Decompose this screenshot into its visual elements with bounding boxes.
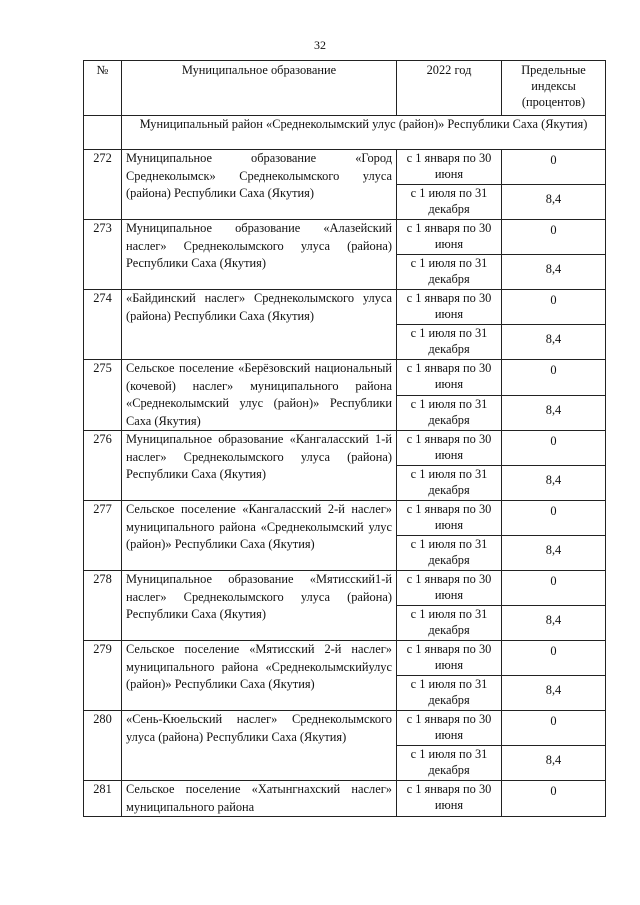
municipality-name: Муниципальное образование «Алазейский наслег» Среднеколымского улуса (района) Республики Саха (Якутия): [122, 220, 397, 290]
period-first-half: с 1 января по 30 июня: [397, 150, 502, 185]
period-second-half: с 1 июля по 31 декабря: [397, 606, 502, 641]
index-first-half: 0: [502, 290, 606, 325]
period-first-half: с 1 января по 30 июня: [397, 641, 502, 676]
table-header-row: [84, 61, 606, 116]
period-second-half: с 1 июля по 31 декабря: [397, 185, 502, 220]
row-number: 279: [84, 641, 122, 711]
municipality-name: «Байдинский наслег» Среднеколымского улуса (района) Республики Саха (Якутия): [122, 290, 397, 360]
index-first-half: 0: [502, 781, 606, 817]
table-row: [84, 711, 606, 746]
table-row: [84, 150, 606, 185]
municipality-name: Сельское поселение «Хатынгнахский наслег» муниципального района: [122, 781, 397, 817]
header-year: 2022 год: [397, 61, 502, 116]
tariff-index-table: [83, 60, 606, 817]
period-second-half: с 1 июля по 31 декабря: [397, 325, 502, 360]
index-second-half: 8,4: [502, 676, 606, 711]
table-row: [84, 571, 606, 606]
table-row: [84, 781, 606, 817]
period-first-half: с 1 января по 30 июня: [397, 501, 502, 536]
row-number: 274: [84, 290, 122, 360]
row-number: 281: [84, 781, 122, 817]
period-first-half: с 1 января по 30 июня: [397, 360, 502, 396]
row-number: 277: [84, 501, 122, 571]
period-first-half: с 1 января по 30 июня: [397, 571, 502, 606]
row-number: 275: [84, 360, 122, 431]
table-row: [84, 360, 606, 396]
municipality-name: Сельское поселение «Мятисский 2-й наслег» муниципального района «Среднеколымскийулус (район)» Республики Саха (Якутия): [122, 641, 397, 711]
index-first-half: 0: [502, 501, 606, 536]
table-row: [84, 220, 606, 255]
row-number: 273: [84, 220, 122, 290]
page-number: 32: [314, 38, 326, 52]
index-first-half: 0: [502, 360, 606, 396]
period-first-half: с 1 января по 30 июня: [397, 290, 502, 325]
index-first-half: 0: [502, 220, 606, 255]
header-number: №: [84, 61, 122, 116]
index-second-half: 8,4: [502, 325, 606, 360]
index-second-half: 8,4: [502, 255, 606, 290]
index-first-half: 0: [502, 571, 606, 606]
period-second-half: с 1 июля по 31 декабря: [397, 466, 502, 501]
municipality-name: Муниципальное образование «Мятисский1-й наслег» Среднеколымского улуса (района) Республики Саха (Якутия): [122, 571, 397, 641]
table-row: [84, 431, 606, 466]
index-first-half: 0: [502, 641, 606, 676]
index-first-half: 0: [502, 711, 606, 746]
index-first-half: 0: [502, 431, 606, 466]
period-second-half: с 1 июля по 31 декабря: [397, 746, 502, 781]
index-second-half: 8,4: [502, 395, 606, 431]
municipality-name: Муниципальное образование «Кангаласский 1-й наслег» Среднеколымского улуса (района) Республики Саха (Якутия): [122, 431, 397, 501]
index-second-half: 8,4: [502, 185, 606, 220]
district-row: [84, 116, 606, 150]
table-row: [84, 641, 606, 676]
period-second-half: с 1 июля по 31 декабря: [397, 255, 502, 290]
municipality-name: Сельское поселение «Берёзовский национальный (кочевой) наслег» муниципального района «Среднеколымский улус (район)» Республики Саха (Якутия): [122, 360, 397, 431]
district-spacer: [84, 116, 122, 150]
period-first-half: с 1 января по 30 июня: [397, 431, 502, 466]
row-number: 280: [84, 711, 122, 781]
period-second-half: с 1 июля по 31 декабря: [397, 395, 502, 431]
index-second-half: 8,4: [502, 606, 606, 641]
district-title: Муниципальный район «Среднеколымский улус (район)» Республики Саха (Якутия): [122, 116, 606, 150]
table-row: [84, 290, 606, 325]
period-first-half: с 1 января по 30 июня: [397, 220, 502, 255]
period-first-half: с 1 января по 30 июня: [397, 781, 502, 817]
period-second-half: с 1 июля по 31 декабря: [397, 536, 502, 571]
index-second-half: 8,4: [502, 746, 606, 781]
row-number: 276: [84, 431, 122, 501]
index-second-half: 8,4: [502, 536, 606, 571]
municipality-name: Муниципальное образование «Город Среднеколымск» Среднеколымского улуса (района) Республики Саха (Якутия): [122, 150, 397, 220]
municipality-name: «Сень-Кюельский наслег» Среднеколымского улуса (района) Республики Саха (Якутия): [122, 711, 397, 781]
row-number: 272: [84, 150, 122, 220]
index-first-half: 0: [502, 150, 606, 185]
index-second-half: 8,4: [502, 466, 606, 501]
municipality-name: Сельское поселение «Кангаласский 2-й наслег» муниципального района «Среднеколымский улус (район)» Республики Саха (Якутия): [122, 501, 397, 571]
header-index: Предельные индексы (процентов): [502, 61, 606, 116]
period-second-half: с 1 июля по 31 декабря: [397, 676, 502, 711]
row-number: 278: [84, 571, 122, 641]
table-row: [84, 501, 606, 536]
header-municipality: Муниципальное образование: [122, 61, 397, 116]
period-first-half: с 1 января по 30 июня: [397, 711, 502, 746]
